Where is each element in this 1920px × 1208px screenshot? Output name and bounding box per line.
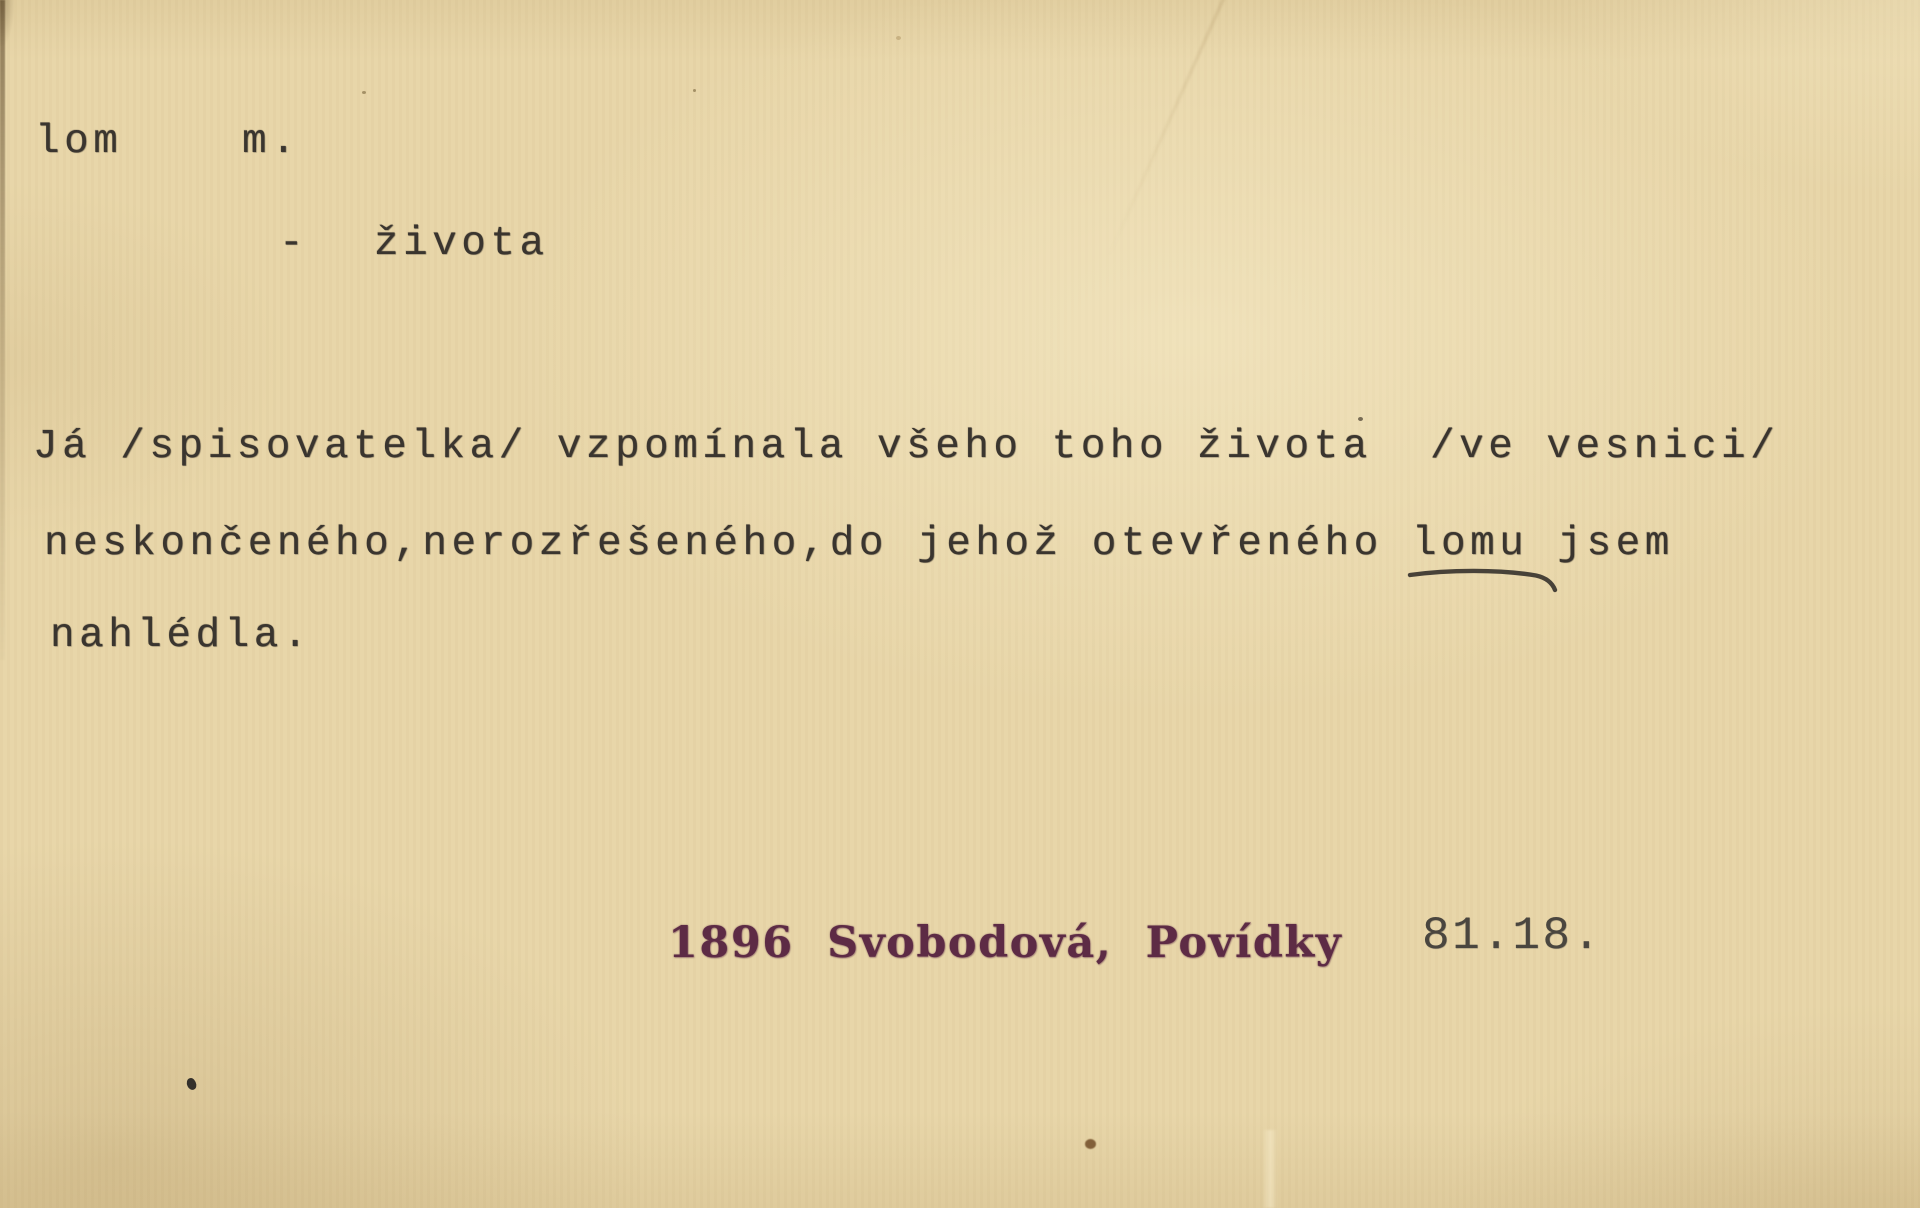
paper-speck xyxy=(896,36,901,40)
paper-crease xyxy=(1262,1130,1278,1208)
citation-page-locator: 81.18. xyxy=(1422,910,1603,962)
quote-line-2-pre: neskončeného,nerozřešeného,do jehož otevřeného xyxy=(44,521,1412,567)
scan-edge-shadow xyxy=(0,0,5,660)
hand-underline xyxy=(1405,566,1565,596)
quote-line-2 xyxy=(44,521,1674,568)
subentry-phrase: života xyxy=(374,221,549,267)
paper-speck xyxy=(1358,417,1363,421)
quote-line-2-post: jsem xyxy=(1528,521,1674,567)
paper-speck xyxy=(693,89,696,92)
subentry-dash: - xyxy=(279,221,309,267)
stain-dot xyxy=(1085,1139,1096,1149)
ink-dot xyxy=(185,1077,198,1092)
gender-label: m. xyxy=(242,119,301,165)
underlined-word-text: lomu xyxy=(1411,521,1529,567)
underlined-word xyxy=(1412,521,1528,568)
citation-stamp: 1896 Svobodová, Povídky xyxy=(668,918,1343,968)
quote-line-3: nahlédla. xyxy=(50,613,312,659)
quote-line-1: Já /spisovatelka/ vzpomínala všeho toho života /ve vesnici/ xyxy=(33,424,1780,470)
paper-crease xyxy=(1107,0,1232,258)
scan-corner-shadow xyxy=(0,0,14,46)
headword: lom xyxy=(35,119,123,165)
paper-speck xyxy=(362,91,366,94)
